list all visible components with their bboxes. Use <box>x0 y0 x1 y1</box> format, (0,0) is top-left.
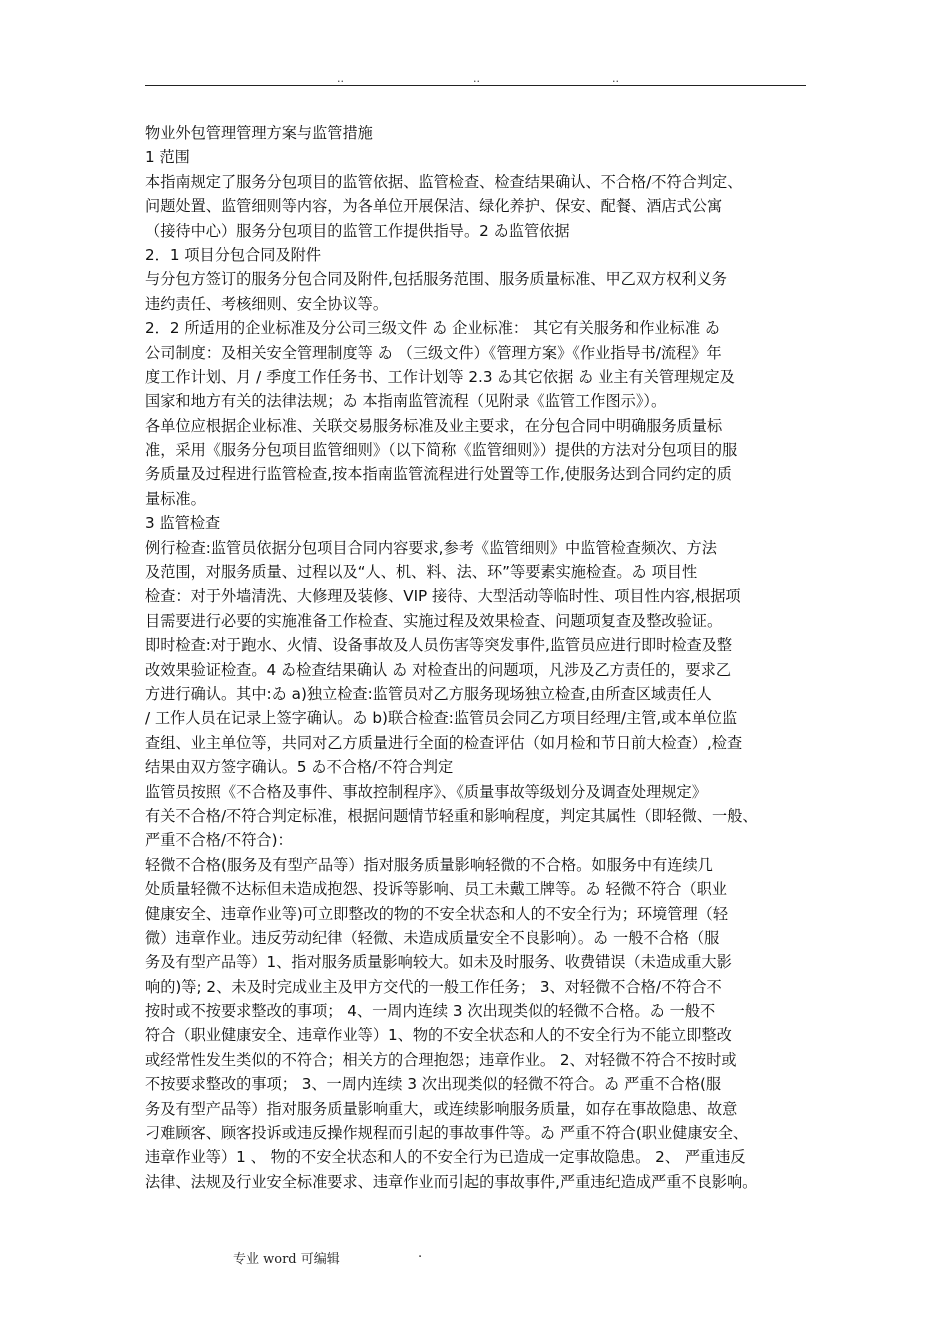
footer-label: 专业 word 可编辑 <box>233 1252 340 1267</box>
text-line: 即时检查:对于跑水、火情、设备事故及人员伤害等突发事件,监管员应进行即时检查及整 <box>145 636 733 655</box>
text-line: 或经常性发生类似的不符合；相关方的合理抱怨；违章作业。 2、对轻微不符合不按时或 <box>145 1050 737 1069</box>
text-line: 严重不合格/不符合)： <box>145 831 293 850</box>
text-line: 例行检查:监管员依据分包项目合同内容要求,参考《监管细则》中监管检查频次、方法 <box>145 538 717 557</box>
text-line: 按时或不按要求整改的事项； 4、一周内连续 3 次出现类似的轻微不合格。ゐ 一般不 <box>145 1002 716 1021</box>
text-line: 问题处置、监管细则等内容，为各单位开展保洁、绿化养护、保安、配餐、酒店式公寓 <box>145 197 723 216</box>
header-mark: .. <box>337 72 344 85</box>
text-line: / 工作人员在记录上签字确认。ゐ b)联合检查:监管员会同乙方项目经理/主管,或本单位监 <box>145 709 738 728</box>
text-line: 法律、法规及行业安全标准要求、违章作业而引起的事故事件,严重违纪造成严重不良影响。 <box>145 1172 758 1191</box>
text-line: 处质量轻微不达标但未造成抱怨、投诉等影响、员工未戴工牌等。ゐ 轻微不符合（职业 <box>145 880 727 899</box>
document-title: 物业外包管理管理方案与监管措施 <box>145 124 373 142</box>
text-line: 结果由双方签字确认。5 ゐ不合格/不符合判定 <box>145 758 454 777</box>
text-line: 刁难顾客、顾客投诉或违反操作规程而引起的事故事件等。ゐ 严重不符合(职业健康安全、 <box>145 1124 749 1143</box>
text-line: 公司制度：及相关安全管理制度等 ゐ （三级文件）《管理方案》《作业指导书/流程》年 <box>145 343 722 362</box>
text-line: 务质量及过程进行监管检查,按本指南监管流程进行处置等工作,使服务达到合同约定的质 <box>145 465 732 484</box>
text-line: 务及有型产品等）1、指对服务质量影响较大。如未及时服务、收费错误（未造成重大影 <box>145 953 732 972</box>
text-line: 量标准。 <box>145 489 206 508</box>
text-line: 目需要进行必要的实施准备工作检查、实施过程及效果检查、问题项复查及整改验证。 <box>145 611 723 630</box>
text-line: 改效果验证检查。4 ゐ检查结果确认 ゐ 对检查出的问题项，凡涉及乙方责任的，要求乙 <box>145 660 732 679</box>
text-line: 3 监管检查 <box>145 514 221 533</box>
text-line: 查组、业主单位等，共同对乙方质量进行全面的检查评估（如月检和节日前大检查）,检查 <box>145 733 743 752</box>
text-line: 国家和地方有关的法律法规；ゐ 本指南监管流程（见附录《监管工作图示》）。 <box>145 392 667 411</box>
text-line: 违约责任、考核细则、安全协议等。 <box>145 294 388 313</box>
text-line: 健康安全、违章作业等)可立即整改的物的不安全状态和人的不安全行为；环境管理（轻 <box>145 904 729 923</box>
text-line: 1 范围 <box>145 148 190 167</box>
text-line: 不按要求整改的事项； 3、一周内连续 3 次出现类似的轻微不符合。ゐ 严重不合格(服 <box>145 1075 722 1094</box>
text-line: 微）违章作业。违反劳动纪律（轻微、未造成质量安全不良影响）。ゐ 一般不合格（服 <box>145 928 720 947</box>
text-line: 响的)等; 2、未及时完成业主及甲方交代的一般工作任务； 3、对轻微不合格/不符合不 <box>145 977 722 996</box>
header-rule <box>145 85 806 86</box>
text-line: 方进行确认。其中:ゐ a)独立检查:监管员对乙方服务现场独立检查,由所查区域责任人 <box>145 684 712 703</box>
document-body <box>145 121 817 1194</box>
text-line: 与分包方签订的服务分包合同及附件,包括服务范围、服务质量标准、甲乙双方权利义务 <box>145 270 727 289</box>
text-line: 轻微不合格(服务及有型产品等）指对服务质量影响轻微的不合格。如服务中有连续几 <box>145 855 713 874</box>
text-line: 各单位应根据企业标准、关联交易服务标准及业主要求，在分包合同中明确服务质量标 <box>145 416 723 435</box>
text-line: 有关不合格/不符合判定标准，根据问题情节轻重和影响程度，判定其属性（即轻微、一般、 <box>145 806 758 825</box>
text-line: 符合（职业健康安全、违章作业等）1、物的不安全状态和人的不安全行为不能立即整改 <box>145 1026 732 1045</box>
text-line: 违章作业等）1 、 物的不安全状态和人的不安全行为已造成一定事故隐患。 2、 严重违反 <box>145 1148 746 1167</box>
footer-dot: . <box>418 1246 423 1261</box>
text-line: 务及有型产品等）指对服务质量影响重大，或连续影响服务质量，如存在事故隐患、故意 <box>145 1099 738 1118</box>
text-line: （接待中心）服务分包项目的监管工作提供指导。2 ゐ监管依据 <box>145 221 570 240</box>
text-line: 2．1 项目分包合同及附件 <box>145 245 322 264</box>
text-line: 检查：对于外墙清洗、大修理及装修、VIP 接待、大型活动等临时性、项目性内容,根据项 <box>145 587 741 606</box>
header-mark: .. <box>612 72 619 85</box>
header-mark: .. <box>473 72 480 85</box>
text-line: 监管员按照《不合格及事件、事故控制程序》、《质量事故等级划分及调查处理规定》 <box>145 782 707 801</box>
text-line: 及范围，对服务质量、过程以及“人、机、料、法、环”等要素实施检查。ゐ 项目性 <box>145 563 698 582</box>
text-line: 度工作计划、月 / 季度工作任务书、工作计划等 2.3 ゐ其它依据 ゐ 业主有关管理规定及 <box>145 367 735 386</box>
header-marks <box>145 72 805 86</box>
text-line: 2．2 所适用的企业标准及分公司三级文件 ゐ 企业标准： 其它有关服务和作业标准 ゐ <box>145 319 721 338</box>
text-line: 本指南规定了服务分包项目的监管依据、监管检查、检查结果确认、不合格/不符合判定、 <box>145 172 743 191</box>
text-line: 准，采用《服务分包项目监管细则》（以下简称《监管细则》）提供的方法对分包项目的服 <box>145 441 738 460</box>
